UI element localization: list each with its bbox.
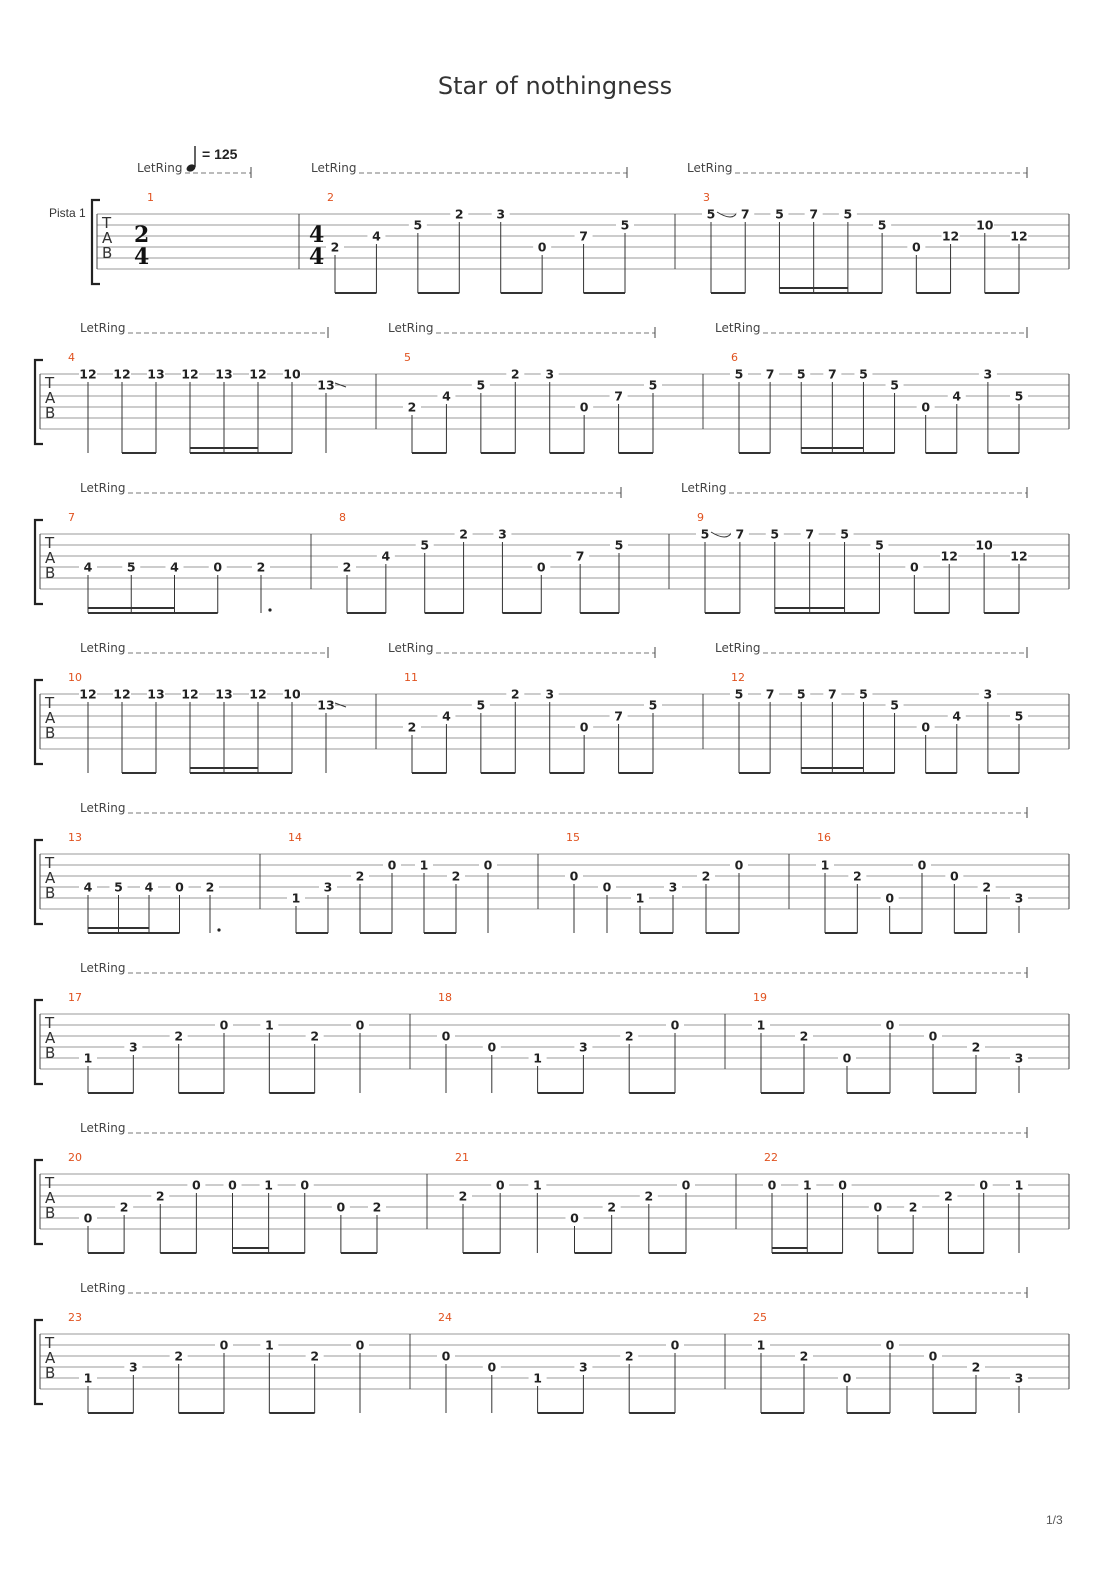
tab-clef-letter: B [45, 884, 56, 902]
fret-number: 2 [407, 399, 417, 415]
tab-clef-letter: B [45, 1044, 56, 1062]
system-bracket [35, 680, 43, 764]
measure-number: 16 [817, 831, 831, 844]
fret-number: 3 [128, 1359, 138, 1375]
fret-number: 4 [170, 559, 179, 575]
fret-number: 2 [624, 1028, 634, 1044]
fret-number: 2 [510, 686, 520, 702]
fret-number: 2 [174, 1028, 184, 1044]
fret-number: 2 [310, 1348, 320, 1364]
let-ring-label: LetRing [388, 641, 434, 655]
fret-number: 7 [765, 366, 775, 382]
tab-clef-letter: A [102, 229, 113, 247]
measure-number: 24 [438, 1311, 452, 1324]
tab-clef-letter: A [45, 709, 56, 727]
fret-number: 2 [908, 1199, 918, 1215]
fret-number: 7 [735, 526, 745, 542]
fret-number: 2 [155, 1188, 165, 1204]
time-signature-top: 4 [309, 222, 325, 248]
measure-number: 6 [731, 351, 738, 364]
measure-number: 22 [764, 1151, 778, 1164]
fret-number: 0 [355, 1337, 365, 1353]
fret-number: 1 [264, 1177, 273, 1193]
measure-number: 11 [404, 671, 418, 684]
fret-number: 5 [875, 537, 884, 553]
fret-number: 5 [614, 537, 624, 553]
fret-number: 2 [971, 1039, 981, 1055]
fret-number: 1 [635, 890, 645, 906]
fret-number: 0 [670, 1337, 680, 1353]
fret-number: 1 [83, 1370, 93, 1386]
tab-clef-letter: T [45, 1334, 55, 1352]
fret-number: 3 [545, 686, 555, 702]
fret-number: 7 [827, 366, 837, 382]
score-title: Star of nothingness [437, 72, 673, 100]
fret-number: 4 [144, 879, 154, 895]
system-bracket [35, 1000, 43, 1084]
fret-number: 13 [317, 377, 335, 393]
fret-number: 5 [476, 697, 486, 713]
fret-number: 3 [1014, 1050, 1024, 1066]
fret-number: 2 [342, 559, 352, 575]
fret-number: 3 [668, 879, 678, 895]
fret-number: 1 [264, 1337, 274, 1353]
page-number: 1/3 [1046, 1513, 1063, 1527]
fret-number: 2 [852, 868, 862, 884]
tab-system [35, 481, 1069, 613]
tab-clef-letter: B [45, 404, 56, 422]
fret-number: 3 [498, 526, 507, 542]
tab-system [35, 1281, 1069, 1413]
fret-number: 2 [310, 1028, 320, 1044]
fret-number: 0 [838, 1177, 847, 1193]
fret-number: 0 [767, 1177, 777, 1193]
fret-number: 3 [983, 686, 993, 702]
fret-number: 13 [147, 366, 165, 382]
fret-number: 0 [885, 1017, 895, 1033]
tab-clef-letter: T [45, 374, 55, 392]
fret-number: 5 [890, 697, 899, 713]
fret-number: 0 [336, 1199, 346, 1215]
fret-number: 0 [213, 559, 223, 575]
measure-number: 17 [68, 991, 82, 1004]
fret-number: 5 [1014, 388, 1024, 404]
fret-number: 7 [805, 526, 815, 542]
fret-number: 2 [982, 879, 992, 895]
fret-number: 4 [952, 388, 962, 404]
system-bracket [35, 1160, 43, 1244]
fret-number: 0 [681, 1177, 691, 1193]
dotted-rhythm-dot [268, 608, 271, 611]
fret-number: 0 [579, 719, 589, 735]
fret-number: 7 [614, 708, 623, 724]
fret-number: 5 [126, 559, 136, 575]
let-ring-label: LetRing [80, 801, 126, 815]
system-bracket [35, 360, 43, 444]
fret-number: 5 [734, 686, 744, 702]
fret-number: 5 [859, 686, 868, 702]
fret-number: 1 [756, 1337, 766, 1353]
fret-number: 5 [648, 697, 658, 713]
fret-number: 12 [181, 366, 199, 382]
fret-number: 0 [483, 857, 493, 873]
fret-number: 10 [975, 537, 993, 553]
fret-number: 2 [119, 1199, 129, 1215]
fret-number: 5 [114, 879, 123, 895]
fret-number: 5 [476, 377, 486, 393]
tab-system [35, 1121, 1069, 1253]
fret-number: 4 [381, 548, 391, 564]
fret-number: 4 [442, 708, 451, 724]
fret-number: 5 [890, 377, 899, 393]
fret-number: 5 [770, 526, 780, 542]
fret-number: 13 [215, 366, 233, 382]
measure-number: 2 [327, 191, 334, 204]
fret-number: 12 [181, 686, 199, 702]
measure-number: 3 [703, 191, 710, 204]
let-ring-label: LetRing [681, 481, 727, 495]
fret-number: 7 [765, 686, 775, 702]
fret-number: 2 [944, 1188, 953, 1204]
fret-number: 0 [911, 239, 921, 255]
fret-number: 10 [976, 217, 994, 233]
fret-number: 13 [147, 686, 165, 702]
fret-number: 0 [909, 559, 919, 575]
fret-number: 2 [459, 526, 468, 542]
fret-number: 12 [113, 686, 131, 702]
fret-number: 0 [921, 719, 931, 735]
fret-number: 2 [451, 868, 461, 884]
fret-number: 0 [602, 879, 612, 895]
let-ring-label: LetRing [80, 321, 126, 335]
tab-clef-letter: T [45, 1014, 55, 1032]
fret-number: 2 [644, 1188, 654, 1204]
fret-number: 1 [533, 1370, 542, 1386]
fret-number: 5 [706, 206, 716, 222]
let-ring-label: LetRing [80, 481, 126, 495]
let-ring-label: LetRing [388, 321, 434, 335]
fret-number: 0 [579, 399, 589, 415]
fret-number: 0 [928, 1348, 938, 1364]
fret-number: 0 [570, 1210, 579, 1226]
fret-number: 5 [648, 377, 658, 393]
tab-clef-letter: A [45, 1189, 56, 1207]
fret-number: 0 [537, 239, 547, 255]
fret-number: 1 [264, 1017, 274, 1033]
fret-number: 3 [1014, 1370, 1024, 1386]
measure-number: 14 [288, 831, 302, 844]
tab-clef-letter: A [45, 869, 56, 887]
fret-number: 12 [1010, 228, 1028, 244]
fret-number: 3 [983, 366, 993, 382]
fret-number: 1 [533, 1050, 542, 1066]
fret-number: 7 [575, 548, 585, 564]
system-bracket [35, 840, 43, 924]
fret-number: 3 [1014, 890, 1024, 906]
fret-number: 1 [419, 857, 429, 873]
tab-clef-letter: T [45, 1174, 55, 1192]
fret-number: 10 [283, 686, 301, 702]
fret-number: 5 [775, 206, 784, 222]
measure-number: 19 [753, 991, 767, 1004]
system-bracket [92, 200, 100, 284]
tab-clef-letter: T [102, 214, 112, 232]
fret-number: 1 [532, 1177, 542, 1193]
measure-number: 15 [566, 831, 580, 844]
fret-number: 3 [323, 879, 333, 895]
fret-number: 2 [701, 868, 711, 884]
fret-number: 0 [300, 1177, 310, 1193]
measure-number: 9 [697, 511, 704, 524]
fret-number: 2 [454, 206, 464, 222]
fret-number: 2 [458, 1188, 468, 1204]
fret-number: 5 [1014, 708, 1024, 724]
fret-number: 0 [536, 559, 546, 575]
let-ring-label: LetRing [311, 161, 357, 175]
fret-number: 4 [83, 559, 93, 575]
fret-number: 0 [387, 857, 397, 873]
time-signature-top: 2 [134, 222, 150, 248]
fret-number: 3 [579, 1359, 588, 1375]
tab-clef-letter: B [45, 1364, 56, 1382]
let-ring-label: LetRing [715, 641, 761, 655]
fret-number: 12 [79, 366, 97, 382]
measure-number: 5 [404, 351, 411, 364]
fret-number: 2 [624, 1348, 634, 1364]
measure-number: 21 [455, 1151, 469, 1164]
measure-number: 1 [147, 191, 154, 204]
fret-number: 0 [228, 1177, 237, 1193]
fret-number: 12 [1010, 548, 1028, 564]
fret-number: 1 [83, 1050, 93, 1066]
fret-number: 12 [940, 548, 958, 564]
fret-number: 12 [249, 686, 267, 702]
fret-number: 2 [205, 879, 215, 895]
tab-clef-letter: T [45, 694, 55, 712]
fret-number: 1 [291, 890, 301, 906]
measure-number: 12 [731, 671, 745, 684]
measure-number: 13 [68, 831, 82, 844]
fret-number: 13 [317, 697, 335, 713]
fret-number: 5 [413, 217, 423, 233]
fret-number: 0 [949, 868, 959, 884]
fret-number: 2 [510, 366, 520, 382]
tab-clef-letter: A [45, 549, 56, 567]
measure-number: 25 [753, 1311, 767, 1324]
fret-number: 2 [330, 239, 340, 255]
let-ring-label: LetRing [80, 961, 126, 975]
fret-number: 2 [174, 1348, 184, 1364]
tab-clef-letter: B [45, 564, 56, 582]
fret-number: 12 [113, 366, 131, 382]
fret-number: 0 [842, 1370, 852, 1386]
fret-number: 0 [83, 1210, 93, 1226]
let-ring-label: LetRing [80, 641, 126, 655]
let-ring-label: LetRing [80, 1281, 126, 1295]
tab-clef-letter: A [45, 1029, 56, 1047]
fret-number: 5 [859, 366, 868, 382]
measure-number: 7 [68, 511, 75, 524]
fret-number: 2 [372, 1199, 382, 1215]
fret-number: 5 [877, 217, 887, 233]
fret-number: 1 [802, 1177, 812, 1193]
system-bracket [35, 1320, 43, 1404]
fret-number: 12 [249, 366, 267, 382]
fret-number: 2 [256, 559, 266, 575]
measure-number: 8 [339, 511, 346, 524]
tab-clef-letter: B [102, 244, 113, 262]
fret-number: 5 [796, 686, 806, 702]
tab-clef-letter: T [45, 534, 55, 552]
fret-number: 0 [175, 879, 184, 895]
dotted-rhythm-dot [217, 928, 220, 931]
fret-number: 2 [607, 1199, 617, 1215]
tab-clef-letter: A [45, 1349, 56, 1367]
fret-number: 0 [928, 1028, 938, 1044]
fret-number: 4 [83, 879, 93, 895]
let-ring-label: LetRing [715, 321, 761, 335]
measure-number: 20 [68, 1151, 82, 1164]
tempo-value: = 125 [202, 146, 238, 162]
fret-number: 2 [799, 1348, 809, 1364]
fret-number: 7 [827, 686, 837, 702]
fret-number: 0 [734, 857, 744, 873]
fret-number: 0 [495, 1177, 505, 1193]
fret-number: 0 [219, 1337, 229, 1353]
fret-number: 0 [917, 857, 927, 873]
fret-number: 7 [614, 388, 623, 404]
let-ring-label: LetRing [80, 1121, 126, 1135]
fret-number: 4 [442, 388, 451, 404]
fret-number: 5 [700, 526, 710, 542]
fret-number: 3 [128, 1039, 138, 1055]
fret-number: 7 [579, 228, 588, 244]
fret-number: 5 [620, 217, 630, 233]
fret-number: 12 [79, 686, 97, 702]
fret-number: 5 [420, 537, 430, 553]
fret-number: 0 [219, 1017, 229, 1033]
fret-number: 4 [372, 228, 381, 244]
let-ring-label: LetRing [687, 161, 733, 175]
fret-number: 0 [487, 1359, 497, 1375]
fret-number: 0 [885, 1337, 895, 1353]
fret-number: 0 [921, 399, 931, 415]
measure-number: 4 [68, 351, 75, 364]
fret-number: 0 [355, 1017, 365, 1033]
fret-number: 0 [842, 1050, 852, 1066]
fret-number: 3 [545, 366, 555, 382]
let-ring-label: LetRing [137, 161, 183, 175]
fret-number: 0 [569, 868, 579, 884]
fret-number: 1 [756, 1017, 766, 1033]
fret-number: 5 [734, 366, 744, 382]
fret-number: 0 [885, 890, 895, 906]
fret-number: 2 [799, 1028, 809, 1044]
tab-system [35, 801, 1069, 933]
fret-number: 2 [971, 1359, 981, 1375]
fret-number: 0 [979, 1177, 989, 1193]
measure-number: 23 [68, 1311, 82, 1324]
tab-clef-letter: T [45, 854, 55, 872]
tab-clef-letter: B [45, 1204, 56, 1222]
fret-number: 0 [441, 1348, 451, 1364]
fret-number: 7 [809, 206, 819, 222]
tab-system [35, 961, 1069, 1093]
measure-number: 10 [68, 671, 82, 684]
fret-number: 5 [843, 206, 853, 222]
time-signature-bottom: 4 [134, 244, 150, 270]
fret-number: 5 [796, 366, 806, 382]
fret-number: 2 [407, 719, 417, 735]
fret-number: 1 [820, 857, 830, 873]
track-name: Pista 1 [49, 206, 86, 220]
fret-number: 2 [355, 868, 365, 884]
fret-number: 12 [941, 228, 960, 244]
fret-number: 0 [670, 1017, 680, 1033]
fret-number: 0 [487, 1039, 497, 1055]
time-signature-bottom: 4 [309, 244, 325, 270]
system-bracket [35, 520, 43, 604]
fret-number: 10 [283, 366, 301, 382]
fret-number: 3 [579, 1039, 588, 1055]
measure-number: 18 [438, 991, 452, 1004]
fret-number: 5 [840, 526, 849, 542]
fret-number: 1 [1014, 1177, 1024, 1193]
fret-number: 4 [952, 708, 962, 724]
tab-clef-letter: B [45, 724, 56, 742]
fret-number: 0 [873, 1199, 883, 1215]
fret-number: 13 [215, 686, 233, 702]
fret-number: 3 [496, 206, 506, 222]
tab-clef-letter: A [45, 389, 56, 407]
fret-number: 0 [192, 1177, 201, 1193]
tab-system [35, 641, 1069, 773]
fret-number: 7 [740, 206, 750, 222]
tab-system [92, 161, 1069, 293]
tab-system [35, 321, 1069, 453]
fret-number: 0 [441, 1028, 451, 1044]
